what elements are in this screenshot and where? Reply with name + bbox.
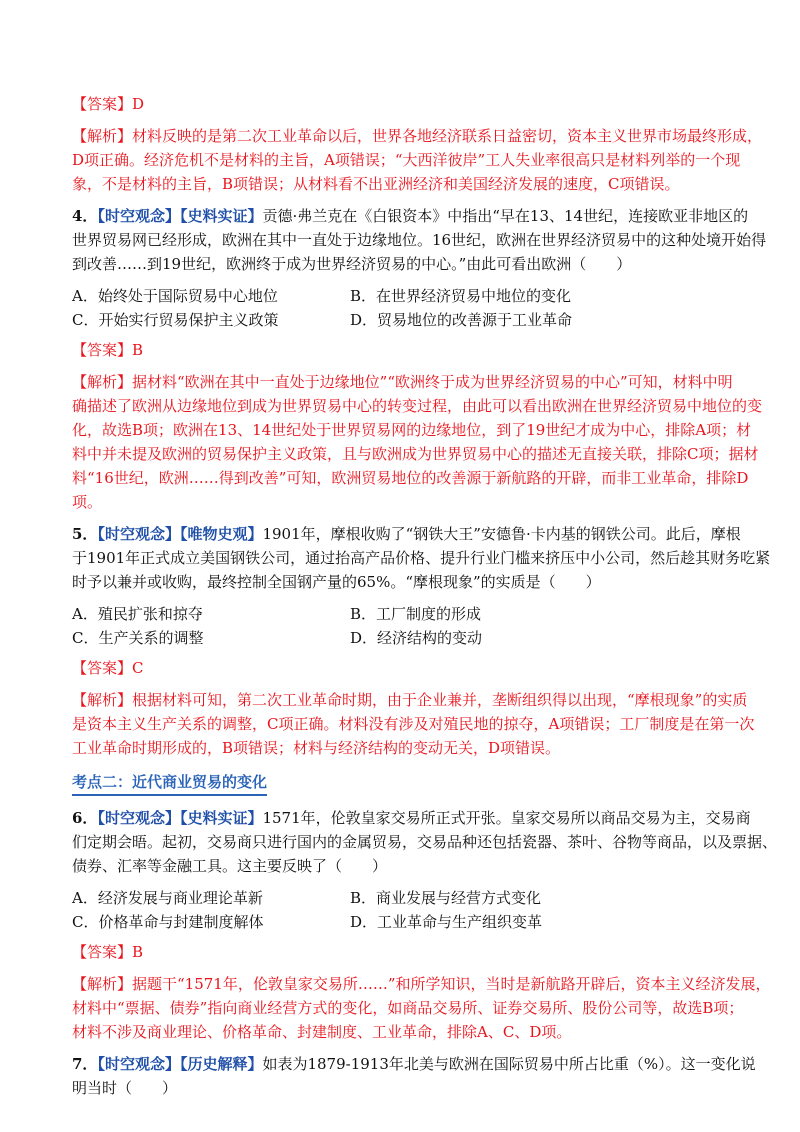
q4-answer: 【答案】B [72,341,144,359]
q6-answer-block [72,940,771,1044]
q4-stem-line: 4．【时空观念】【史料实证】贡德·弗兰克在《白银资本》中指出“早在13、14世纪，连接欧亚非地区的 [72,207,749,225]
document-page [72,92,778,1108]
q6-option-b: B．商业发展与经营方式变化 [350,889,542,907]
q4-option-a: A．始终处于国际贸易中心地位 [72,287,278,305]
q5-answer-block [72,656,755,760]
q6-stem-line: 们定期会晤。起初，交易商只进行国内的金属贸易，交易品种还包括瓷器、茶叶、谷物等商品，以及票据、 [72,833,778,851]
q6-stem-line: 6．【时空观念】【史料实证】1571年，伦敦皇家交易所正式开张。皇家交易所以商品交易为主，交易商 [72,809,751,827]
q5-option-d: D．经济结构的变动 [350,629,483,647]
q4-analysis-line: 料“16世纪，欧洲……得到改善”可知，欧洲贸易地位的改善源于新航路的开辟，而非工业革命，排除D [72,469,749,487]
q6-analysis-line: 材料不涉及商业理论、价格革命、封建制度、工业革命，排除A、C、D项。 [72,1023,572,1041]
q7-stem-line: 明当时（ ） [72,1079,178,1097]
q3-answer: 【答案】D [72,95,145,113]
q6-option-c: C．价格革命与封建制度解体 [72,913,264,931]
q3-analysis-line: 【解析】材料反映的是第二次工业革命以后，世界各地经济联系日益密切，资本主义世界市场最终形成， [72,127,763,145]
q3-analysis-line: 象，不是材料的主旨，B项错误；从材料看不出亚洲经济和美国经济发展的速度，C项错误。 [72,175,680,193]
q5-block [72,522,771,594]
q4-analysis-line: 【解析】据材料“欧洲在其中一直处于边缘地位”“欧洲终于成为世界经济贸易的中心”可知，材料中明 [72,373,733,391]
q6-block [72,806,778,878]
q5-option-a: A．殖民扩张和掠夺 [72,605,203,623]
q6-stem-line: 债券、汇率等金融工具。这主要反映了（ ） [72,857,388,875]
q4-analysis-line: 化，故选B项；欧洲在13、14世纪处于世界贸易网的边缘地位，到了19世纪才成为中心，排除A项；材 [72,421,752,439]
q4-stem-line: 世界贸易网已经形成，欧洲在其中一直处于边缘地位。16世纪，欧洲在世界经济贸易中的这种处境开始得 [72,231,767,249]
q3-block [72,92,763,196]
q5-stem-line: 时予以兼并或收购，最终控制全国钢产量的65%。“摩根现象”的实质是（ ） [72,573,601,591]
q5-option-b: B．工厂制度的形成 [350,605,482,623]
q4-stem-line: 到改善……到19世纪，欧洲终于成为世界经济贸易的中心。”由此可看出欧洲（ ） [72,255,632,273]
q5-option-c: C．生产关系的调整 [72,629,204,647]
q6-option-a: A．经济发展与商业理论革新 [72,889,263,907]
q4-option-b: B．在世界经济贸易中地位的变化 [350,287,572,305]
q5-analysis-line: 是资本主义生产关系的调整，C项正确。材料没有涉及对殖民地的掠夺，A项错误；工厂制度是在第一次 [72,715,755,733]
q6-analysis-line: 【解析】据题干“1571年，伦敦皇家交易所……”和所学知识，当时是新航路开辟后，资本主义经济发展， [72,975,771,993]
q4-block [72,204,767,276]
q5-options [72,602,732,650]
q4-analysis-line: 料中并未提及欧洲的贸易保护主义政策，且与欧洲成为世界贸易中心的描述无直接关联，排除C项；据材 [72,445,759,463]
q4-options [72,284,732,332]
q7-stem-line: 7．【时空观念】【历史解释】如表为1879-1913年北美与欧洲在国际贸易中所占比重（%）。这一变化说 [72,1055,756,1073]
q6-options [72,886,732,934]
q3-analysis-line: D项正确。经济危机不是材料的主旨，A项错误；“大西洋彼岸”工人失业率很高只是材料列举的一个现 [72,151,741,169]
q4-analysis-line: 项。 [72,493,103,511]
q4-option-d: D．贸易地位的改善源于工业革命 [350,311,573,329]
q4-answer-block [72,338,763,514]
q5-analysis-line: 【解析】根据材料可知，第二次工业革命时期，由于企业兼并，垄断组织得以出现，“摩根现象”的实质 [72,691,748,709]
q6-option-d: D．工业革命与生产组织变革 [350,913,543,931]
q6-analysis-line: 材料中“票据、债券”指向商业经营方式的变化，如商品交易所、证券交易所、股份公司等，故选B项； [72,999,744,1017]
section-title: 考点二：近代商业贸易的变化 [72,770,267,796]
q4-analysis-line: 确描述了欧洲从边缘地位到成为世界贸易中心的转变过程，由此可以看出欧洲在世界经济贸易中地位的变 [72,397,763,415]
q5-stem-line: 5．【时空观念】【唯物史观】1901年，摩根收购了“钢铁大王”安德鲁·卡内基的钢铁公司。此后，摩根 [72,525,741,543]
q5-analysis-line: 工业革命时期形成的，B项错误；材料与经济结构的变动无关，D项错误。 [72,739,561,757]
q6-answer: 【答案】B [72,943,144,961]
q5-stem-line: 于1901年正式成立美国钢铁公司，通过抬高产品价格、提升行业门槛来挤压中小公司，然后趁其财务吃紧 [72,549,771,567]
q4-option-c: C．开始实行贸易保护主义政策 [72,311,279,329]
q5-answer: 【答案】C [72,659,144,677]
q7-block [72,1052,756,1100]
